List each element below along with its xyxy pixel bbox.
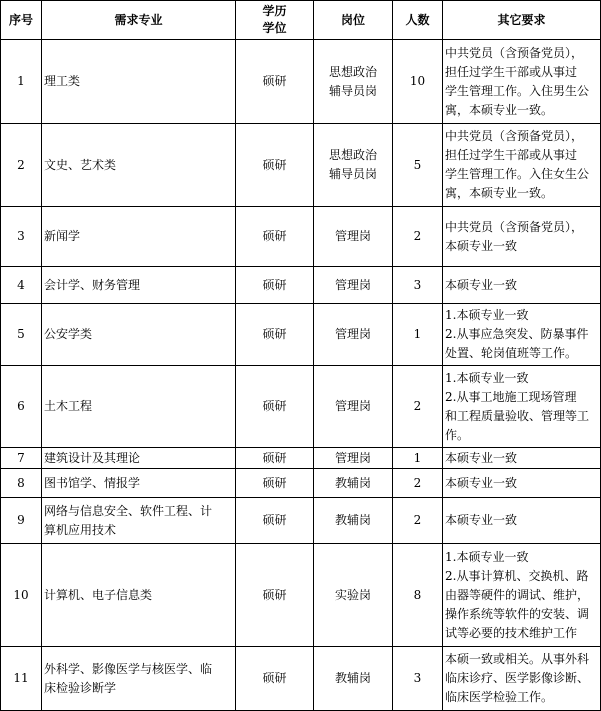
row-post: 管理岗 <box>314 267 393 304</box>
row-degree: 硕研 <box>236 544 314 647</box>
row-post: 管理岗 <box>314 448 393 469</box>
row-major: 土木工程 <box>42 366 236 448</box>
table-row <box>1 469 601 498</box>
row-major: 会计学、财务管理 <box>42 267 236 304</box>
row-seq: 5 <box>1 304 42 366</box>
row-count: 2 <box>393 207 443 267</box>
row-major: 理工类 <box>42 40 236 124</box>
header-row <box>1 1 601 40</box>
row-count: 2 <box>393 469 443 498</box>
row-requirements: 1.本硕专业一致 2.从事工地施工现场管理 和工程质量验收、管理等工 作。 <box>443 366 601 448</box>
row-count: 2 <box>393 498 443 544</box>
header-count: 人数 <box>393 1 443 40</box>
row-degree: 硕研 <box>236 469 314 498</box>
row-post: 教辅岗 <box>314 469 393 498</box>
table-row <box>1 448 601 469</box>
row-seq: 10 <box>1 544 42 647</box>
table-row <box>1 366 601 448</box>
row-requirements: 本硕专业一致 <box>443 448 601 469</box>
row-seq: 11 <box>1 647 42 711</box>
row-requirements: 本硕专业一致 <box>443 267 601 304</box>
table-row <box>1 124 601 207</box>
row-post: 教辅岗 <box>314 498 393 544</box>
row-degree: 硕研 <box>236 124 314 207</box>
row-count: 8 <box>393 544 443 647</box>
row-seq: 8 <box>1 469 42 498</box>
row-count: 1 <box>393 304 443 366</box>
header-other: 其它要求 <box>443 1 601 40</box>
row-post: 教辅岗 <box>314 647 393 711</box>
row-seq: 2 <box>1 124 42 207</box>
row-seq: 4 <box>1 267 42 304</box>
row-count: 1 <box>393 448 443 469</box>
row-seq: 6 <box>1 366 42 448</box>
row-degree: 硕研 <box>236 448 314 469</box>
header-major: 需求专业 <box>42 1 236 40</box>
row-major: 文史、艺术类 <box>42 124 236 207</box>
row-count: 5 <box>393 124 443 207</box>
row-count: 3 <box>393 267 443 304</box>
row-seq: 1 <box>1 40 42 124</box>
header-seq: 序号 <box>1 1 42 40</box>
row-seq: 3 <box>1 207 42 267</box>
row-post: 思想政治 辅导员岗 <box>314 40 393 124</box>
header-post: 岗位 <box>314 1 393 40</box>
row-post: 实验岗 <box>314 544 393 647</box>
row-requirements: 中共党员（含预备党员）， 担任过学生干部或从事过 学生管理工作。入住女生公 寓，本硕专业一致。 <box>443 124 601 207</box>
row-requirements: 中共党员（含预备党员）， 本硕专业一致 <box>443 207 601 267</box>
table-row <box>1 544 601 647</box>
row-requirements: 本硕专业一致 <box>443 498 601 544</box>
row-major: 网络与信息安全、软件工程、计 算机应用技术 <box>42 498 236 544</box>
row-seq: 9 <box>1 498 42 544</box>
table-row <box>1 647 601 711</box>
row-major: 建筑设计及其理论 <box>42 448 236 469</box>
row-degree: 硕研 <box>236 40 314 124</box>
row-post: 思想政治 辅导员岗 <box>314 124 393 207</box>
row-count: 10 <box>393 40 443 124</box>
row-degree: 硕研 <box>236 304 314 366</box>
header-degree: 学历 学位 <box>236 1 314 40</box>
row-major: 外科学、影像医学与核医学、临 床检验诊断学 <box>42 647 236 711</box>
table-row <box>1 304 601 366</box>
row-seq: 7 <box>1 448 42 469</box>
row-post: 管理岗 <box>314 207 393 267</box>
row-requirements: 1.本硕专业一致 2.从事计算机、交换机、路 由器等硬件的调试、维护， 操作系统等软件的安装、调 试等必要的技术维护工作 <box>443 544 601 647</box>
row-degree: 硕研 <box>236 267 314 304</box>
row-major: 新闻学 <box>42 207 236 267</box>
row-requirements: 本硕专业一致 <box>443 469 601 498</box>
row-count: 3 <box>393 647 443 711</box>
row-degree: 硕研 <box>236 498 314 544</box>
table-row <box>1 498 601 544</box>
row-degree: 硕研 <box>236 207 314 267</box>
table-row <box>1 207 601 267</box>
row-major: 图书馆学、情报学 <box>42 469 236 498</box>
row-post: 管理岗 <box>314 304 393 366</box>
row-degree: 硕研 <box>236 366 314 448</box>
table-row <box>1 40 601 124</box>
table-row <box>1 267 601 304</box>
row-major: 计算机、电子信息类 <box>42 544 236 647</box>
row-requirements: 1.本硕专业一致 2.从事应急突发、防暴事件 处置、轮岗值班等工作。 <box>443 304 601 366</box>
row-count: 2 <box>393 366 443 448</box>
row-degree: 硕研 <box>236 647 314 711</box>
row-requirements: 中共党员（含预备党员）， 担任过学生干部或从事过 学生管理工作。入住男生公 寓，本硕专业一致。 <box>443 40 601 124</box>
row-requirements: 本硕一致或相关。从事外科 临床诊疗、医学影像诊断、 临床医学检验工作。 <box>443 647 601 711</box>
row-major: 公安学类 <box>42 304 236 366</box>
row-post: 管理岗 <box>314 366 393 448</box>
